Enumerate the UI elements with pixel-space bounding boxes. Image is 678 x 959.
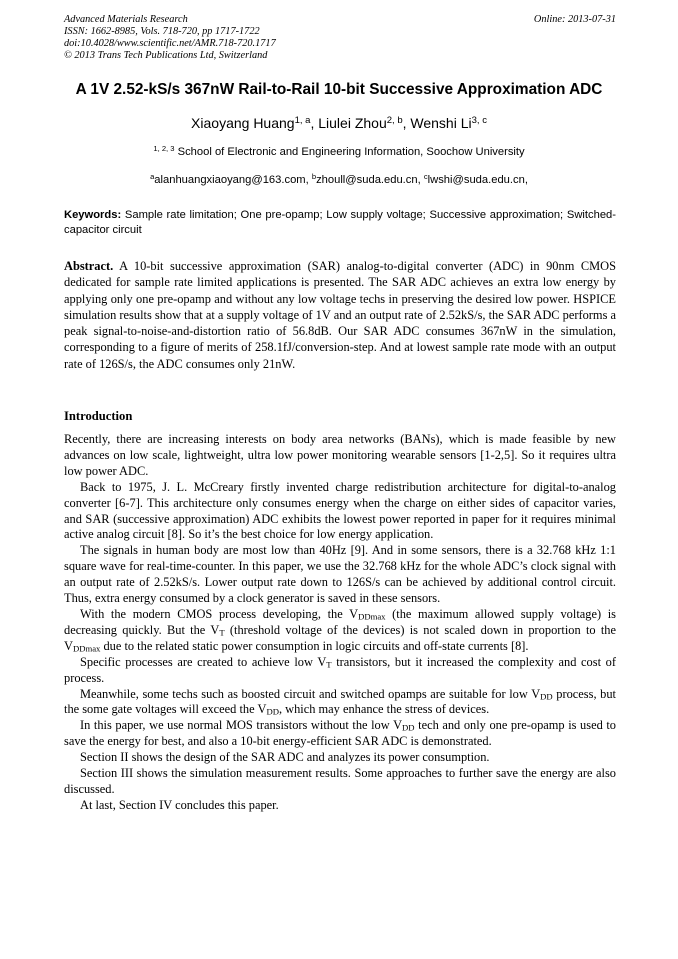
text-run: (threshold voltage of the devices) is not scaled down in proportion to the V: [64, 622, 616, 653]
text-run: process, but the some gate voltages will exceed the V: [64, 686, 616, 717]
text-run: transistors, but it increased the complexity and cost of process.: [64, 654, 616, 685]
text-run: due to the related static power consumption in logic circuits and off-state currents [8].: [100, 638, 529, 653]
subscript: T: [219, 627, 225, 638]
paragraph: Section II shows the design of the SAR ADC and analyzes its power consumption.: [80, 750, 490, 765]
section-heading: Introduction: [64, 409, 133, 423]
text-run: In this paper, we use normal MOS transistors without the low V: [80, 718, 403, 733]
copyright-line: © 2013 Trans Tech Publications Ltd, Switzerland: [64, 50, 268, 61]
abstract: [64, 258, 616, 372]
subscript: DD: [540, 691, 553, 702]
introduction-body: [64, 432, 616, 814]
author-affiliation-marker: 2, b: [386, 114, 403, 126]
paragraph: [64, 718, 616, 750]
paragraph: The signals in human body are most low than 40Hz [9]. And in some sensors, there is a 32.768 kHz 1:1 square wave for real-time-counter. In this paper, we use the 32.768 kHz for the whole ADC’s clock signal with an output rate of 2.52kS/s. Lower output rate down to 126S/s can be achieved by additional control circuit. Thus, extra energy consumed by a clock generator is saved in these sensors.: [64, 543, 616, 606]
subscript: DDmax: [358, 611, 386, 622]
email-marker: b: [311, 171, 317, 181]
author-affiliation-marker: 3, c: [471, 114, 487, 126]
paragraph: [64, 655, 616, 687]
text-run: (the maximum allowed supply voltage) is decreasing quickly. But the V: [64, 606, 616, 637]
email-address[interactable]: zhoull@suda.edu.cn,: [316, 174, 424, 186]
paragraph: Back to 1975, J. L. McCreary firstly invented charge redistribution architecture for digital-to-analog converter [6-7]. This architecture only consumes energy when the charge on either sides of capacitor varies, and SAR (successive approximation) ADC exhibits the lowest power reported in paper for it requires minimal active analog circuit [8]. So it’s the best choice for low energy application.: [64, 479, 616, 542]
author-name: Liulei Zhou: [318, 115, 387, 131]
email-list: [40, 171, 638, 189]
text-run: tech and only one pre-opamp is used to save the energy for best, and also a 10-bit energy-efficient SAR ADC is demonstrated.: [64, 718, 616, 749]
paragraph: Recently, there are increasing interests on body area networks (BANs), which is made feasible by new advances on low scale, lightweight, ultra low power monitoring wearable sensors [1-2,5]. So it requires ultra low power ADC.: [64, 432, 616, 478]
paragraph: Section III shows the simulation measurement results. Some approaches to further save the energy are also discussed.: [64, 766, 616, 796]
email-marker: c: [423, 171, 428, 181]
text-run: Meanwhile, some techs such as boosted circuit and switched opamps are suitable for low V: [80, 686, 541, 701]
issn-line: ISSN: 1662-8985, Vols. 718-720, pp 1717-1722: [64, 26, 260, 37]
subscript: DD: [402, 723, 415, 734]
affiliation: [40, 143, 638, 161]
doi-line: doi:10.4028/www.scientific.net/AMR.718-720.1717: [64, 38, 276, 49]
author-list: Xiaoyang Huang$^{1, a}$, Liulei Zhou$^{2, b}$, Wenshi Li$^{3, c}$: [191, 114, 487, 131]
subscript: T: [326, 659, 332, 670]
email-marker: a: [150, 171, 155, 181]
journal-header: [64, 14, 616, 62]
text-run: Specific processes are created to achieve low V: [80, 654, 327, 669]
author-affiliation-marker: 1, a: [294, 114, 311, 126]
email-address[interactable]: lwshi@suda.edu.cn,: [427, 174, 528, 186]
keywords-text: Sample rate limitation; One pre-opamp; Low supply voltage; Successive approximation; Switched-capacitor circuit: [64, 209, 616, 236]
email-address[interactable]: alanhuangxiaoyang@163.com,: [154, 174, 312, 186]
paper-title: A 1V 2.52-kS/s 367nW Rail-to-Rail 10-bit Successive Approximation ADC: [75, 81, 603, 98]
text-run: , which may enhance the stress of devices.: [278, 702, 490, 717]
online-date: Online: 2013-07-31: [533, 14, 616, 25]
text-run: With the modern CMOS process developing, the V: [80, 606, 359, 621]
paragraph: At last, Section IV concludes this paper.: [80, 797, 279, 812]
abstract-text: A 10-bit successive approximation (SAR) analog-to-digital converter (ADC) in 90nm CMOS dedicated for sample rate limited applications is presented. The SAR ADC achieves an extra low energy by applying only one pre-opamp and without any low voltage techs in preserving the desired low power. HSPICE simulation results show that at a supply voltage of 1V and an output rate of 2.52kS/s, the SAR ADC performs a peak signal-to-noise-and-distortion ratio of 56.8dB. Our SAR ADC consumes 367nW in the simulation, corresponding to a figure of merits of 258.1fJ/conversion-step. And at lowest sample rate mode with an output rate of 126S/s, the ADC consumes only 21nW.: [64, 259, 616, 371]
author-name: Xiaoyang Huang: [191, 115, 295, 131]
affiliation-text: School of Electronic and Engineering Information, Soochow University: [177, 146, 525, 158]
paragraph: [64, 607, 616, 655]
paragraph: [64, 687, 616, 719]
author-name: Wenshi Li: [410, 115, 472, 131]
keywords: [64, 208, 616, 238]
subscript: DD: [266, 707, 279, 718]
affiliation-marker: 1, 2, 3: [153, 143, 175, 153]
keywords-label: Keywords:: [64, 209, 122, 221]
journal-name: Advanced Materials Research: [64, 14, 188, 25]
abstract-label: Abstract.: [64, 259, 114, 273]
subscript: DDmax: [72, 643, 101, 654]
